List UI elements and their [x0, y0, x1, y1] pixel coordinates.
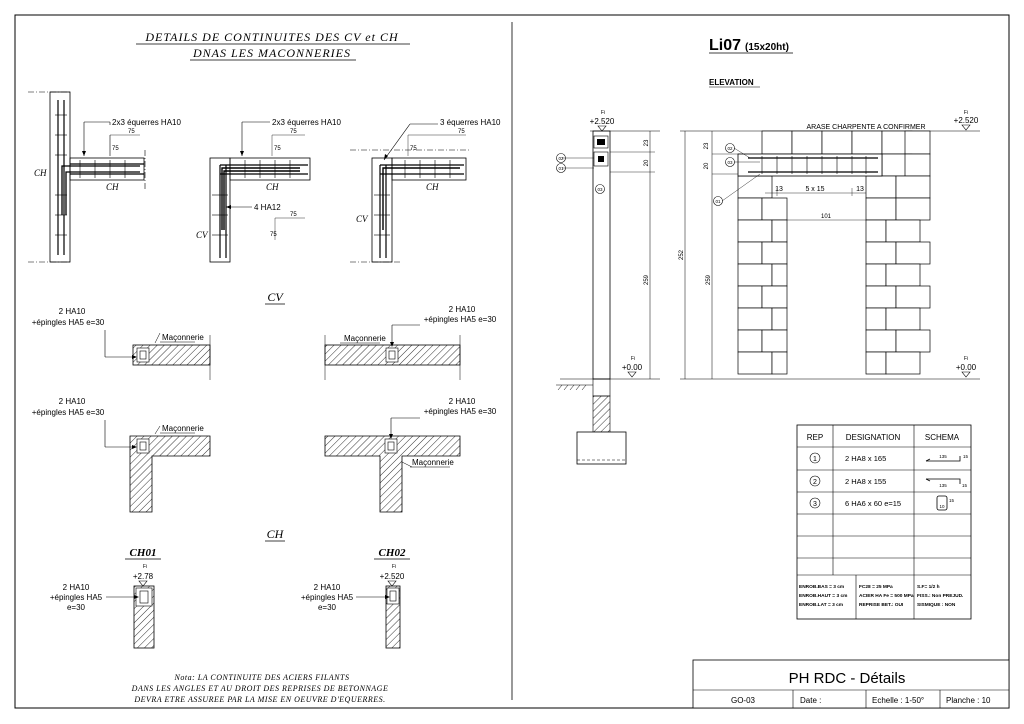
corner1-label-ch-right: CH — [106, 182, 119, 192]
elev-dim-252: 252 — [679, 249, 685, 261]
corner-detail-2 — [196, 118, 341, 262]
footer-c3-2: FISS.: Non PREJUD. — [917, 594, 964, 599]
corner3-label-cv: CV — [356, 214, 368, 224]
corner1-dim-b: 75 — [112, 146, 119, 152]
section-dim-20: 20 — [644, 159, 650, 167]
left-title-line1: DETAILS DE CONTINUITES DES CV et CH — [145, 30, 399, 44]
cartouche-planche: Planche : 10 — [946, 696, 991, 705]
corner2-dim-d: 75 — [270, 232, 277, 238]
cv-bl-masonry: Maçonnerie — [162, 424, 204, 433]
corner3-dim-a: 75 — [458, 129, 465, 135]
cartouche-echelle: Echelle : 1-50° — [872, 696, 925, 705]
row1-rep: 1 — [813, 456, 817, 463]
cv-heading: CV — [267, 290, 283, 304]
cv-detail-top-right — [325, 305, 497, 380]
elev-dim-23: 23 — [704, 142, 710, 150]
elev-dim-13a: 13 — [775, 186, 783, 193]
cartouche-title: PH RDC - Détails — [788, 670, 906, 687]
row2-rep: 2 — [813, 479, 817, 486]
footer-c2-3: REPRISE BET.: OUI — [859, 603, 904, 608]
corner2-dim-b: 75 — [274, 146, 281, 152]
ch01-detail — [50, 547, 161, 648]
corner-detail-1 — [28, 92, 181, 262]
section-level-bot: +0.00 — [621, 363, 643, 372]
elev-dim-101: 101 — [820, 214, 832, 220]
row3-designation: 6 HA6 x 60 e=15 — [845, 499, 902, 508]
corner2-dim-c: 75 — [290, 212, 297, 218]
cv-bl-line2: +épingles HA5 e=30 — [31, 408, 105, 417]
elev-arase: ARASE CHARPENTE A CONFIRMER — [806, 124, 926, 131]
corner1-label-ch-left: CH — [34, 168, 47, 178]
row1-s2: 15 — [963, 454, 969, 459]
table-header-designation: DESIGNATION — [845, 433, 901, 442]
cv-br-line1: 2 HA10 — [448, 397, 476, 406]
cv-detail-bottom-right — [325, 397, 497, 512]
ch01-line3: e=30 — [66, 603, 86, 612]
corner-detail-3 — [350, 118, 501, 262]
nota-block — [131, 673, 389, 704]
ch02-level: +2.520 — [379, 572, 405, 581]
ch01-title: CH01 — [129, 547, 157, 559]
row3-s1: 10 — [939, 504, 945, 509]
section-fi-top: Fi — [600, 110, 606, 116]
cv-tl-line2: +épingles HA5 e=30 — [31, 318, 105, 327]
ch01-level: +2.78 — [132, 572, 154, 581]
cv-tr-line2: +épingles HA5 e=30 — [423, 315, 497, 324]
elev-level-bot: +0.00 — [955, 363, 977, 372]
elev-mark-02: 02 — [727, 146, 733, 151]
corner1-note: 2x3 équerres HA10 — [112, 118, 181, 127]
ch02-detail — [301, 547, 410, 648]
section-mark-01: 01 — [558, 166, 564, 171]
corner1-dim-a: 75 — [128, 129, 135, 135]
cv-tl-line1: 2 HA10 — [58, 307, 86, 316]
cv-detail-top-left — [32, 307, 210, 380]
row3-s2: 15 — [949, 498, 955, 503]
row3-rep: 3 — [813, 501, 817, 508]
cv-tr-masonry: Maçonnerie — [344, 334, 386, 343]
nota-line1: Nota: LA CONTINUITE DES ACIERS FILANTS — [174, 673, 350, 682]
nota-line2: DANS LES ANGLES ET AU DROIT DES REPRISES DE BETONNAGE — [131, 684, 389, 693]
cv-bl-line1: 2 HA10 — [58, 397, 86, 406]
elev-fi-bot: Fi — [963, 356, 969, 362]
footer-c1-2: ENROB.HAUT = 3 cm — [799, 594, 848, 599]
corner3-label-ch: CH — [426, 182, 439, 192]
cv-tl-masonry: Maçonnerie — [162, 333, 204, 342]
section-level-top: +2.520 — [589, 117, 615, 126]
row1-designation: 2 HA8 x 165 — [845, 454, 887, 463]
section-fi-bot: Fi — [630, 356, 636, 362]
ch02-line3: e=30 — [317, 603, 337, 612]
lintel-elevation-view — [679, 110, 980, 379]
footer-c3-1: S.F= 1/2 h — [917, 585, 940, 590]
section-dim-23: 23 — [644, 139, 650, 147]
table-header-rep: REP — [806, 433, 824, 442]
lintel-section-view — [556, 110, 660, 464]
cartouche-ref: GO-03 — [730, 696, 756, 705]
ch02-line1: 2 HA10 — [313, 583, 341, 592]
section-dim-259: 259 — [644, 274, 650, 286]
ch02-title: CH02 — [378, 547, 406, 559]
row1-s1: 135 — [939, 454, 947, 459]
cv-tr-line1: 2 HA10 — [448, 305, 476, 314]
elev-dim-5x15: 5 x 15 — [805, 186, 825, 193]
row2-s1: 135 — [939, 483, 947, 488]
corner2-dim-a: 75 — [290, 129, 297, 135]
left-title-line2: DNAS LES MACONNERIES — [193, 46, 351, 60]
table-header-schema: SCHEMA — [924, 433, 960, 442]
cv-detail-bottom-left — [32, 397, 210, 512]
footer-c2-1: FC28 = 25 MPa — [859, 585, 893, 590]
footer-c3-3: SISMIQUE : NON — [917, 603, 956, 608]
corner2-label-ch: CH — [266, 182, 279, 192]
elev-fi-top: Fi — [963, 110, 969, 116]
section-mark-02: 02 — [558, 156, 564, 161]
elev-level-top: +2.520 — [953, 116, 979, 125]
title-block — [693, 660, 1009, 708]
cartouche-date: Date : — [800, 696, 822, 705]
footer-c1-3: ENROB.LAT = 3 cm — [799, 603, 844, 608]
elev-dim-259: 259 — [706, 274, 712, 286]
corner2-label-cv: CV — [196, 230, 208, 240]
elev-mark-03: 03 — [727, 160, 733, 165]
rebar-table — [797, 425, 971, 619]
ch01-level-fi: Fi — [142, 564, 148, 570]
right-title — [709, 37, 793, 87]
elev-mark-01: 01 — [715, 199, 721, 204]
corner3-note: 3 équerres HA10 — [440, 118, 501, 127]
section-mark-03: 03 — [597, 187, 603, 192]
nota-line3: DEVRA ETRE ASSUREE PAR LA MISE EN OEUVRE D'EQUERRES. — [134, 695, 386, 704]
elev-dim-20: 20 — [704, 162, 710, 170]
row2-s2: 15 — [962, 483, 968, 488]
corner2-note2: 4 HA12 — [254, 203, 281, 212]
corner2-note: 2x3 équerres HA10 — [272, 118, 341, 127]
ch01-line2: +épingles HA5 — [49, 593, 103, 602]
ch02-line2: +épingles HA5 — [300, 593, 354, 602]
elev-dim-13b: 13 — [856, 186, 864, 193]
elevation-label: ELEVATION — [709, 78, 754, 87]
corner3-dim-b: 75 — [410, 146, 417, 152]
ch01-line1: 2 HA10 — [62, 583, 90, 592]
cv-br-line2: +épingles HA5 e=30 — [423, 407, 497, 416]
ch-heading: CH — [266, 527, 284, 541]
left-title — [136, 30, 410, 60]
row2-designation: 2 HA8 x 155 — [845, 477, 887, 486]
footer-c1-1: ENROB.BAS = 3 cm — [799, 585, 845, 590]
lintel-title: Li07 (15x20ht) — [709, 37, 789, 54]
cv-br-masonry: Maçonnerie — [412, 458, 454, 467]
ch02-level-fi: Fi — [391, 564, 397, 570]
footer-c2-2: ACIER HA Fe = 500 MPa — [859, 594, 914, 599]
